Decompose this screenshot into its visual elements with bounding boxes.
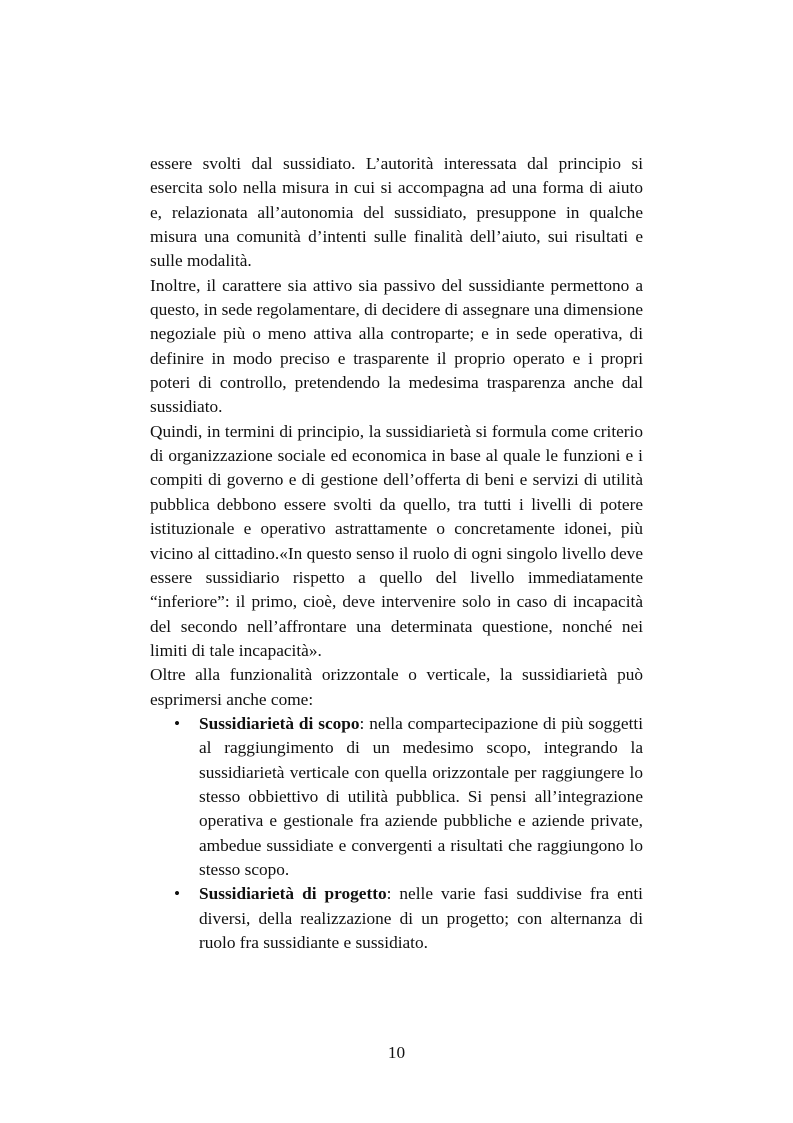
paragraph-inoltre: Inoltre, il carattere sia attivo sia passivo del sussidiante permettono a questo, in sede regolamentare, di decidere di assegnare una dimensione negoziale più o meno attiva alla controparte; e in sede operativa, di definire in modo preciso e trasparente il proprio operato e i propri poteri di controllo, pretendendo la medesima trasparenza anche dal sussidiato. <box>150 275 643 417</box>
bullet-icon: • <box>174 884 181 904</box>
paragraph-quindi: Quindi, in termini di principio, la sussidiarietà si formula come criterio di organizzazione sociale ed economica in base al quale le funzioni e i compiti di governo e di gestione dell’offerta di beni e servizi di utilità pubblica debbono essere svolti da quello, tra tutti i livelli di potere istituzionale e operativo astrattamente o concretamente idonei, più vicino al cittadino.«In questo senso il ruolo di ogni singolo livello deve essere sussidiario rispetto a quello del livello immediatamente “inferiore”: il primo, cioè, deve intervenire solo in caso di incapacità del secondo nell’affrontare una determinata questione, nonché nei limiti di tale incapacità». <box>150 421 643 660</box>
bullet-term: Sussidiarietà di progetto <box>199 884 387 904</box>
bullet-text: : nella compartecipazione di più soggetti al raggiungimento di un medesimo scopo, integrando la sussidiarietà verticale con quella orizzontale per raggiungere lo stesso obbiettivo di utilità pubblica. Si pensi all’integrazione operativa e gestionale fra aziende pubbliche e aziende private, ambedue sussidiate e convergenti a risultati che raggiungono lo stesso scopo. <box>199 713 643 879</box>
paragraph-oltre: Oltre alla funzionalità orizzontale o verticale, la sussidiarietà può esprimersi anche come: <box>150 665 643 709</box>
bullet-item-scopo <box>150 712 643 882</box>
bullet-term: Sussidiarietà di scopo <box>199 713 360 733</box>
body-text <box>150 152 643 955</box>
bullet-text: : nelle varie fasi suddivise fra enti diversi, della realizzazione di un progetto; con alternanza di ruolo fra sussidiante e sussidiato. <box>199 884 643 952</box>
page-number: 10 <box>387 1043 406 1062</box>
bullet-list <box>150 712 643 955</box>
paragraph-continuation: essere svolti dal sussidiato. L’autorità interessata dal principio si esercita solo nella misura in cui si accompagna ad una forma di aiuto e, relazionata all’autonomia del sussidiato, presuppone in qualche misura una comunità d’intenti sulle finalità dell’aiuto, sui risultati e sulle modalità. <box>150 154 643 271</box>
bullet-item-progetto <box>150 882 643 955</box>
bullet-icon: • <box>174 713 181 733</box>
